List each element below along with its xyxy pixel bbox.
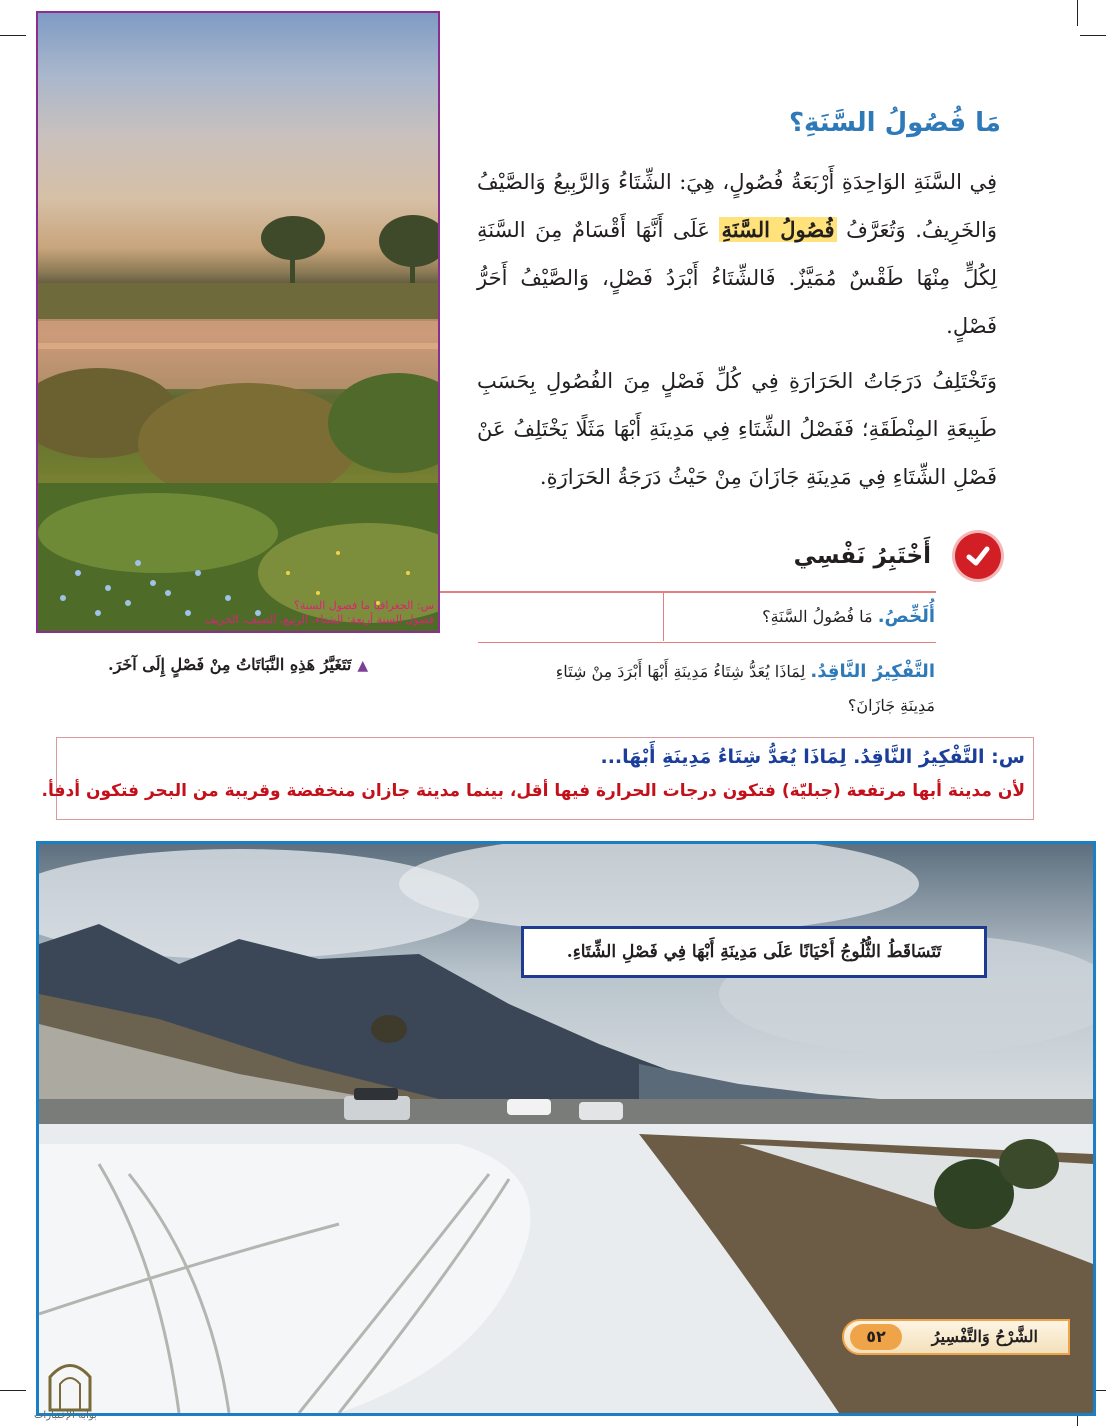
critical-key: التَّفْكِيرُ النَّاقِدُ. xyxy=(810,661,935,682)
paragraph-seasons xyxy=(477,158,997,350)
triangle-icon: ▲ xyxy=(357,658,369,674)
watermark-text: بوابة الإختبارات xyxy=(34,1410,97,1421)
crop-mark xyxy=(0,35,26,36)
summary-question: مَا فُصُولُ السَّنَةِ؟ xyxy=(762,607,873,626)
critical-question: مَدِينَةِ جَازَانَ؟ xyxy=(847,696,935,715)
paragraph-text: عَلَى أَنَّهَا أَقْسَامٌ مِنَ السَّنَةِ لِكُلٍّ مِنْهَا طَقْسٌ مُمَيَّزٌ. فَالشِّتَاءُ أَبْرَدُ فَصْلٍ، وَالصَّيْفُ أَحَرُّ فَصْلٍ. xyxy=(477,218,997,338)
photo-caption xyxy=(108,655,368,674)
paragraph-temperature: وَتَخْتَلِفُ دَرَجَاتُ الحَرَارَةِ فِي كُلِّ فَصْلٍ مِنَ الفُصُولِ بِحَسَبِ طَبِيعَةِ المِنْطَقَةِ؛ فَفَصْلُ الشِّتَاءِ فِي مَدِينَةِ أَبْهَا مَثَلًا يَخْتَلِفُ عَنْ فَصْلِ الشِّتَاءِ فِي مَدِينَةِ جَازَانَ مِنْ حَيْثُ دَرَجَةُ الحَرَارَةِ. xyxy=(477,369,997,489)
page-footer xyxy=(842,1319,1070,1355)
crop-mark xyxy=(0,1390,26,1391)
page-number: ٥٢ xyxy=(850,1324,902,1350)
watermark-logo-icon xyxy=(40,1352,100,1412)
overlay-line: فصول السنة أربعة: الشتاء، الربيع، الصيف، الخريف xyxy=(204,613,434,626)
quiz-summary xyxy=(762,606,935,627)
divider xyxy=(663,593,664,641)
quiz-critical-thinking xyxy=(480,655,935,723)
photo-caption-text: تَتَغَيَّرُ هَذِهِ النَّبَاتَاتُ مِنْ فَصْلٍ إِلَى آخَرَ. xyxy=(108,655,352,674)
answer-box xyxy=(41,737,1034,820)
highlighted-term: فُصُولُ السَّنَةِ xyxy=(721,217,835,242)
paragraph-text: فِي السَّنَةِ الوَاحِدَةِ أَرْبَعَةُ فُصُولٍ، هِيَ: الشِّتَاءُ وَالرَّبِيعُ وَالصَّيْفُ وَالخَرِيفُ. وَتُعَرَّفُ xyxy=(477,170,997,242)
footer-label: الشَّرْحُ وَالتَّفْسِيرُ xyxy=(931,1327,1038,1346)
answer-question: س: التَّفْكِيرُ النَّاقِدُ. لِمَاذَا يُعَدُّ شِتَاءُ مَدِينَةِ أَبْهَا... xyxy=(600,746,1025,768)
section-title: مَا فُصُولُ السَّنَةِ؟ xyxy=(788,108,1001,138)
quiz-title: أَخْتَبِرُ نَفْسِي xyxy=(793,543,931,569)
divider xyxy=(440,591,936,593)
answer-text: لأن مدينة أبها مرتفعة (جبليّة) فتكون درجات الحرارة فيها أقل، بينما مدينة جازان منخفضة وقريبة من البحر فتكون أدفأ. xyxy=(41,781,1025,801)
checkmark-icon xyxy=(955,533,1001,579)
summary-key: أُلَخِّصُ. xyxy=(877,606,935,627)
critical-question: لِمَاذَا يُعَدُّ شِتَاءُ مَدِينَةِ أَبْهَا أَبْرَدَ مِنْ شِتَاءِ xyxy=(555,662,806,681)
crop-mark xyxy=(1080,35,1106,36)
overlay-line: س: الجغرافيا ما فصول السنة؟ xyxy=(294,599,434,612)
divider xyxy=(478,642,936,643)
photo-overlay-text xyxy=(44,599,434,627)
snow-caption: تَتَسَاقَطُ الثُّلُوجُ أَحْيَانًا عَلَى مَدِينَةِ أَبْهَا فِي فَصْلِ الشِّتَاءِ. xyxy=(521,926,987,978)
crop-mark xyxy=(1077,0,1078,26)
vegetation-photo xyxy=(36,11,440,633)
